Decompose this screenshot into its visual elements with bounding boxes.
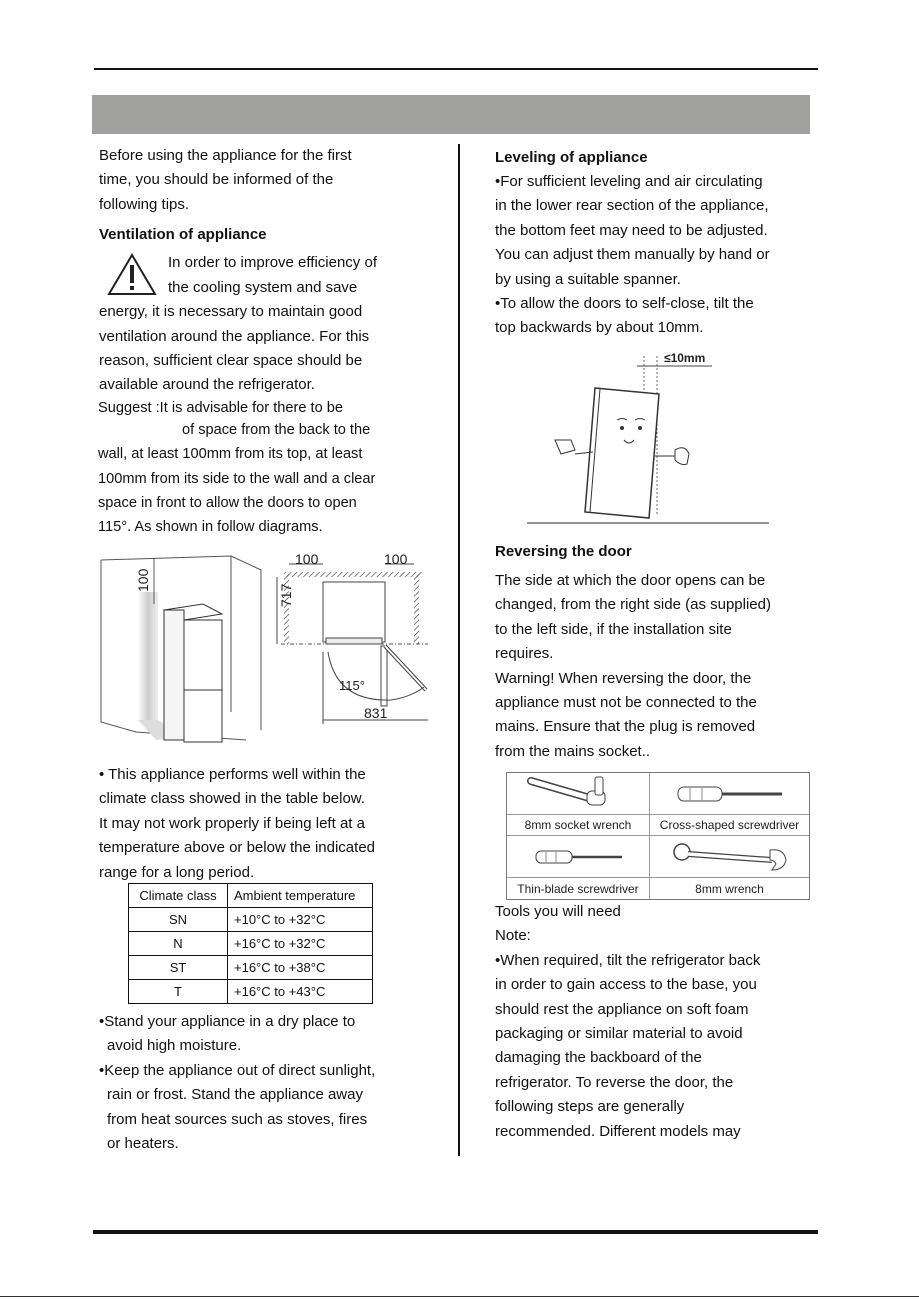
reversing-line: to the left side, if the installation site <box>495 620 732 638</box>
dim-left-label: 100 <box>295 552 319 567</box>
top-rule <box>94 68 818 70</box>
leveling-line: You can adjust them manually by hand or <box>495 246 770 264</box>
warning-triangle-icon <box>107 253 157 297</box>
table-row <box>129 908 373 932</box>
temperature-cell: +16°C to +43°C <box>228 980 373 1004</box>
table-header-row <box>129 884 373 908</box>
wrench-icon <box>650 836 809 878</box>
tools-caption: Tools you will need <box>495 903 621 920</box>
note-line: •When required, tilt the refrigerator back <box>495 951 761 969</box>
tool-label: Cross-shaped screwdriver <box>650 815 809 836</box>
reversing-line: The side at which the door opens can be <box>495 572 766 589</box>
leveling-line: by using a suitable spanner. <box>495 270 681 288</box>
suggest-line: Suggest :It is advisable for there to be <box>98 399 343 416</box>
bullet-line: avoid high moisture. <box>107 1037 242 1055</box>
note-label: Note: <box>495 927 531 945</box>
leveling-line: the bottom feet may need to be adjusted. <box>495 221 768 239</box>
flat-screwdriver-icon <box>507 836 650 878</box>
right-column <box>495 146 799 341</box>
suggest-line: 115°. As shown in follow diagrams. <box>98 519 323 536</box>
bullet-line: •Keep the appliance out of direct sunlight, <box>99 1061 376 1079</box>
climate-line: temperature above or below the indicated <box>99 839 376 857</box>
note-line: in order to gain access to the base, you <box>495 976 757 994</box>
note-line: should rest the appliance on soft foam <box>495 1000 749 1018</box>
socket-wrench-icon <box>507 773 650 815</box>
ventilation-line: reason, sufficient clear space should be <box>99 352 363 370</box>
reversing-heading: Reversing the door <box>495 543 632 560</box>
table-row <box>129 980 373 1004</box>
climate-line: climate class showed in the table below. <box>99 790 365 808</box>
warning-line: In order to improve efficiency of <box>168 254 377 272</box>
reversing-line: changed, from the right side (as supplied) <box>495 596 771 614</box>
leveling-line: in the lower rear section of the appliance, <box>495 197 769 215</box>
ventilation-line: energy, it is necessary to maintain good <box>99 303 363 321</box>
table-header: Climate class <box>129 884 228 908</box>
dim-top-label: 100 <box>135 568 151 592</box>
table-header: Ambient temperature <box>228 884 373 908</box>
ventilation-line: ventilation around the appliance. For this <box>99 327 370 345</box>
tools-grid <box>506 772 810 900</box>
note-line: packaging or similar material to avoid <box>495 1025 743 1043</box>
bullet-line: from heat sources such as stoves, fires <box>107 1110 368 1128</box>
tool-label: 8mm wrench <box>695 881 764 896</box>
suggest-line: of space from the back to the <box>182 421 371 438</box>
climate-line: It may not work properly if being left at a <box>99 814 365 832</box>
reversing-line: appliance must not be connected to the <box>495 694 757 712</box>
dim-width-label: 831 <box>364 705 388 721</box>
temperature-cell: +16°C to +32°C <box>228 932 373 956</box>
angle-label: 115° <box>339 678 365 693</box>
dim-depth-label: 717 <box>278 583 294 607</box>
ventilation-heading: Ventilation of appliance <box>99 226 267 244</box>
note-line: following steps are generally <box>495 1098 685 1116</box>
bullet-line: •Stand your appliance in a dry place to <box>99 1013 356 1030</box>
note-line: refrigerator. To reverse the door, the <box>495 1073 734 1091</box>
tilt-label: ≤10mm <box>664 351 706 365</box>
climate-line: • This appliance performs well within the <box>99 766 366 783</box>
suggest-line: 100mm from its side to the wall and a clear <box>98 470 376 487</box>
reversing-line: Warning! When reversing the door, the <box>495 669 752 687</box>
climate-section <box>99 763 403 885</box>
note-line: damaging the backboard of the <box>495 1049 702 1067</box>
ventilation-line: available around the refrigerator. <box>99 376 315 394</box>
temperature-cell: +10°C to +32°C <box>228 908 373 932</box>
intro-line: time, you should be informed of the <box>99 171 334 189</box>
climate-table <box>128 883 373 1004</box>
bottom-rule <box>93 1230 818 1234</box>
reversing-line: from the mains socket.. <box>495 742 651 760</box>
warning-line: the cooling system and save <box>168 278 358 296</box>
column-divider <box>458 144 460 1156</box>
climate-class-cell: SN <box>129 908 228 932</box>
bullet-line: or heaters. <box>107 1135 179 1153</box>
climate-class-cell: ST <box>129 956 228 980</box>
ventilation-warning <box>99 251 403 300</box>
intro-line: following tips. <box>99 195 190 213</box>
tool-label: 8mm socket wrench <box>507 815 650 836</box>
climate-line: range for a long period. <box>99 863 255 881</box>
leveling-line: top backwards by about 10mm. <box>495 319 704 337</box>
leveling-line: •For sufficient leveling and air circulating <box>495 173 763 190</box>
suggest-line: wall, at least 100mm from its top, at least <box>98 446 363 463</box>
left-column <box>99 144 403 540</box>
note-line: recommended. Different models may <box>495 1122 741 1140</box>
cross-screwdriver-icon <box>650 773 809 815</box>
tilt-diagram <box>527 348 769 526</box>
page-edge <box>0 1296 919 1297</box>
reversing-section <box>495 540 799 764</box>
climate-class-cell: T <box>129 980 228 1004</box>
temperature-cell: +16°C to +38°C <box>228 956 373 980</box>
clearance-diagram <box>96 552 428 744</box>
tool-label: Thin-blade screwdriver <box>507 878 650 899</box>
bullet-line: rain or frost. Stand the appliance away <box>107 1086 363 1104</box>
intro-line: Before using the appliance for the first <box>99 147 352 164</box>
reversing-line: requires. <box>495 645 554 663</box>
leveling-heading: Leveling of appliance <box>495 149 648 166</box>
table-row <box>129 956 373 980</box>
dim-right-label: 100 <box>384 552 408 567</box>
table-row <box>129 932 373 956</box>
suggest-line: space in front to allow the doors to open <box>98 495 357 512</box>
section-header-bar <box>92 95 810 134</box>
note-section <box>495 900 799 1144</box>
placement-bullets <box>99 1010 403 1156</box>
reversing-line: mains. Ensure that the plug is removed <box>495 718 756 736</box>
climate-class-cell: N <box>129 932 228 956</box>
leveling-line: •To allow the doors to self-close, tilt the <box>495 295 754 313</box>
